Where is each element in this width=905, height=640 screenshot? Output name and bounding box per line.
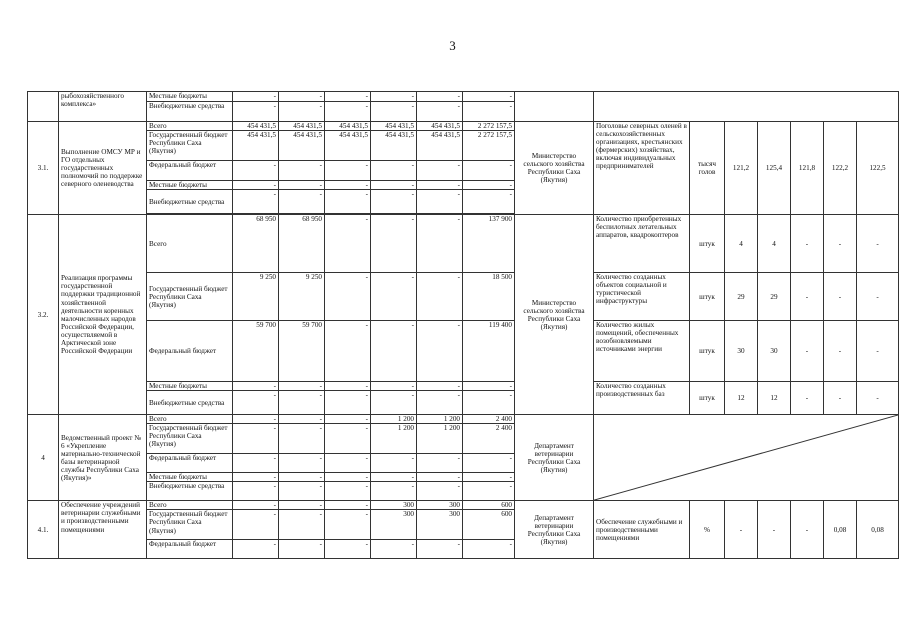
- table-cell: -: [857, 273, 899, 321]
- table-cell: -: [791, 501, 824, 559]
- table-cell: -: [857, 321, 899, 382]
- table-cell: 122,5: [857, 122, 899, 215]
- budget-table: [27, 91, 899, 559]
- table-cell: -: [417, 181, 463, 190]
- table-cell: -: [417, 273, 463, 321]
- table-cell: 68 950: [279, 215, 325, 273]
- table-cell: -: [417, 473, 463, 482]
- name-cell: рыбохозяйственного комплекса»: [59, 92, 147, 122]
- table-row: [28, 321, 899, 382]
- table-cell: штук: [690, 382, 725, 415]
- table-cell: тысяч голов: [690, 122, 725, 215]
- table-cell: 454 431,5: [233, 131, 279, 161]
- table-cell: -: [463, 92, 515, 102]
- table-cell: 1 200: [417, 424, 463, 454]
- table-cell: -: [325, 482, 371, 501]
- table-cell: Местные бюджеты: [147, 181, 233, 190]
- table-row: [28, 122, 899, 131]
- table-cell: -: [325, 415, 371, 424]
- table-cell: -: [233, 382, 279, 391]
- table-cell: -: [417, 161, 463, 181]
- table-cell: -: [371, 92, 417, 102]
- table-cell: 454 431,5: [325, 122, 371, 131]
- table-cell: Федеральный бюджет: [147, 161, 233, 181]
- table-cell: -: [371, 181, 417, 190]
- table-cell: -: [233, 181, 279, 190]
- table-cell: 0,08: [824, 501, 857, 559]
- table-cell: 121,8: [791, 122, 824, 215]
- table-cell: -: [279, 454, 325, 473]
- table-cell: -: [233, 391, 279, 415]
- table-cell: -: [371, 190, 417, 214]
- table-cell: Местные бюджеты: [147, 382, 233, 391]
- row-number: 4.1.: [28, 501, 59, 559]
- table-cell: -: [279, 181, 325, 190]
- table-cell: 137 900: [463, 215, 515, 273]
- table-cell: -: [791, 382, 824, 415]
- table-row: [28, 501, 899, 510]
- table-cell: -: [233, 482, 279, 501]
- table-cell: -: [233, 190, 279, 214]
- table-cell: -: [791, 273, 824, 321]
- table-cell: Местные бюджеты: [147, 92, 233, 102]
- table-cell: 125,4: [758, 122, 791, 215]
- row-number: 3.1.: [28, 122, 59, 215]
- table-cell: 121,2: [725, 122, 758, 215]
- table-cell: Местные бюджеты: [147, 473, 233, 482]
- table-cell: -: [371, 273, 417, 321]
- table-cell: -: [233, 424, 279, 454]
- table-cell: 12: [725, 382, 758, 415]
- table-cell: 300: [371, 510, 417, 540]
- table-cell: штук: [690, 321, 725, 382]
- table-cell: 0,08: [857, 501, 899, 559]
- table-cell: -: [463, 473, 515, 482]
- table-cell: -: [857, 215, 899, 273]
- table-cell: 600: [463, 501, 515, 510]
- table-cell: 454 431,5: [417, 122, 463, 131]
- table-row: [28, 415, 899, 424]
- table-cell: 2 400: [463, 424, 515, 454]
- table-cell: 2 272 157,5: [463, 122, 515, 131]
- table-cell: 29: [725, 273, 758, 321]
- table-cell: -: [417, 382, 463, 391]
- table-cell: -: [233, 510, 279, 540]
- table-cell: -: [417, 102, 463, 122]
- table-cell: 454 431,5: [279, 131, 325, 161]
- table-cell: -: [371, 540, 417, 559]
- table-cell: 9 250: [233, 273, 279, 321]
- indicator-cell: Поголовье северных оленей в сельскохозяйственных организациях, крестьянских (фермерских) хозяйствах, включая индивидуальных предпринимателей: [594, 122, 690, 215]
- table-cell: штук: [690, 215, 725, 273]
- table-cell: 68 950: [233, 215, 279, 273]
- table-cell: Количество созданных производственных баз: [594, 382, 690, 415]
- table-cell: Всего: [147, 215, 233, 273]
- table-cell: -: [417, 391, 463, 415]
- table-cell: -: [463, 102, 515, 122]
- table-cell: 29: [758, 273, 791, 321]
- table-cell: -: [233, 415, 279, 424]
- table-cell: -: [824, 321, 857, 382]
- table-cell: 4: [758, 215, 791, 273]
- table-cell: -: [417, 215, 463, 273]
- table-cell: Государственный бюджет Республики Саха (Якутия): [147, 510, 233, 540]
- table-cell: -: [417, 540, 463, 559]
- table-cell: -: [325, 501, 371, 510]
- name-cell: Ведомственный проект № 6 «Укрепление материально-технической базы ветеринарной службы Республики Саха (Якутия)»: [59, 415, 147, 501]
- table-cell: Всего: [147, 501, 233, 510]
- table-cell: -: [325, 382, 371, 391]
- table-row: [28, 273, 899, 321]
- table-cell: -: [463, 161, 515, 181]
- table-cell: -: [371, 215, 417, 273]
- table-cell: Внебюджетные средства: [147, 190, 233, 214]
- table-cell: -: [857, 382, 899, 415]
- row-number: 3.2.: [28, 215, 59, 415]
- executor-cell: Министерство сельского хозяйства Республики Саха (Якутия): [515, 122, 594, 215]
- table-cell: 2 272 157,5: [463, 131, 515, 161]
- table-cell: -: [371, 161, 417, 181]
- table-cell: 1 200: [371, 415, 417, 424]
- table-cell: -: [325, 424, 371, 454]
- table-cell: -: [463, 190, 515, 214]
- table-cell: 600: [463, 510, 515, 540]
- table-cell: 2 400: [463, 415, 515, 424]
- table-cell: Федеральный бюджет: [147, 321, 233, 382]
- table-cell: -: [233, 454, 279, 473]
- table-cell: 454 431,5: [233, 122, 279, 131]
- table-cell: 119 400: [463, 321, 515, 382]
- table-cell: -: [417, 92, 463, 102]
- table-cell: -: [463, 181, 515, 190]
- table-cell: -: [824, 215, 857, 273]
- table-cell: 1 200: [417, 415, 463, 424]
- table-cell: -: [325, 215, 371, 273]
- table-cell: 122,2: [824, 122, 857, 215]
- table-cell: -: [417, 454, 463, 473]
- table-cell: -: [233, 473, 279, 482]
- table-cell: -: [824, 273, 857, 321]
- table-cell: -: [417, 321, 463, 382]
- table-cell: 454 431,5: [279, 122, 325, 131]
- table-cell: -: [791, 321, 824, 382]
- table-cell: -: [279, 161, 325, 181]
- name-cell: Выполнение ОМСУ МР и ГО отдельных государственных полномочий по поддержке северного оленеводства: [59, 122, 147, 215]
- table-cell: 4: [725, 215, 758, 273]
- table-cell: Государственный бюджет Республики Саха (Якутия): [147, 273, 233, 321]
- table-cell: 454 431,5: [417, 131, 463, 161]
- executor-cell: Департамент ветеринарии Республики Саха (Якутия): [515, 415, 594, 501]
- name-cell: Обеспечение учреждений ветеринарии служебными и производственными помещениями: [59, 501, 147, 559]
- table-cell: 454 431,5: [371, 122, 417, 131]
- table-cell: Всего: [147, 122, 233, 131]
- table-cell: -: [758, 501, 791, 559]
- table-row: [28, 382, 899, 391]
- table-cell: 59 700: [233, 321, 279, 382]
- diagonal-strike-cell: [594, 415, 899, 501]
- table-cell: Внебюджетные средства: [147, 482, 233, 501]
- table-cell: -: [325, 391, 371, 415]
- table-cell: 59 700: [279, 321, 325, 382]
- table-cell: -: [325, 321, 371, 382]
- table-cell: -: [824, 382, 857, 415]
- table-cell: 12: [758, 382, 791, 415]
- table-cell: %: [690, 501, 725, 559]
- table-cell: Количество приобретенных беспилотных летательных аппаратов, квадрокоптеров: [594, 215, 690, 273]
- row-number: 4: [28, 415, 59, 501]
- diagonal-line: [594, 415, 898, 500]
- table-cell: Внебюджетные средства: [147, 391, 233, 415]
- table-cell: -: [463, 391, 515, 415]
- table-cell: -: [279, 424, 325, 454]
- table-cell: 30: [725, 321, 758, 382]
- table-cell: -: [725, 501, 758, 559]
- table-cell: Всего: [147, 415, 233, 424]
- table-cell: -: [325, 273, 371, 321]
- table-cell: -: [233, 92, 279, 102]
- executor-cell: Министерство сельского хозяйства Республики Саха (Якутия): [515, 215, 594, 415]
- table-cell: Федеральный бюджет: [147, 454, 233, 473]
- table-cell: -: [325, 454, 371, 473]
- table-cell: Государственный бюджет Республики Саха (Якутия): [147, 424, 233, 454]
- table-cell: -: [233, 501, 279, 510]
- table-cell: -: [371, 482, 417, 501]
- table-cell: 300: [371, 501, 417, 510]
- table-cell: -: [279, 540, 325, 559]
- table-cell: -: [279, 415, 325, 424]
- table-cell: Количество жилых помещений, обеспеченных возобновляемыми источниками энергии: [594, 321, 690, 382]
- table-cell: -: [279, 482, 325, 501]
- table-cell: Федеральный бюджет: [147, 540, 233, 559]
- table-cell: -: [279, 92, 325, 102]
- table-cell: -: [417, 190, 463, 214]
- table-cell: -: [371, 473, 417, 482]
- table-cell: 300: [417, 501, 463, 510]
- table-cell: -: [463, 382, 515, 391]
- table-cell: -: [325, 181, 371, 190]
- table-cell: -: [279, 473, 325, 482]
- name-cell: Реализация программы государственной поддержки традиционной хозяйственной деятельности коренных малочисленных народов Российской Федерации, осуществляемой в Арктической зоне Российской Федерации: [59, 215, 147, 415]
- table-cell: 18 500: [463, 273, 515, 321]
- table-cell: -: [279, 501, 325, 510]
- table-cell: -: [233, 102, 279, 122]
- table-cell: -: [463, 454, 515, 473]
- table-cell: -: [325, 190, 371, 214]
- table-cell: Государственный бюджет Республики Саха (Якутия): [147, 131, 233, 161]
- page-number: 3: [449, 38, 456, 53]
- table-cell: -: [325, 510, 371, 540]
- executor-cell: Департамент ветеринарии Республики Саха (Якутия): [515, 501, 594, 559]
- table-cell: штук: [690, 273, 725, 321]
- table-cell: 9 250: [279, 273, 325, 321]
- table-cell: -: [325, 473, 371, 482]
- table-cell: -: [325, 92, 371, 102]
- table-cell: -: [463, 482, 515, 501]
- table-cell: -: [279, 190, 325, 214]
- table-cell: -: [325, 102, 371, 122]
- table-cell: -: [279, 382, 325, 391]
- table-cell: 1 200: [371, 424, 417, 454]
- table-cell: 454 431,5: [325, 131, 371, 161]
- table-cell: -: [279, 391, 325, 415]
- table-cell: -: [371, 321, 417, 382]
- table-cell: Внебюджетные средства: [147, 102, 233, 122]
- table-cell: -: [325, 540, 371, 559]
- table-cell: -: [791, 215, 824, 273]
- table-cell: -: [371, 391, 417, 415]
- table-cell: -: [233, 540, 279, 559]
- table-cell: -: [325, 161, 371, 181]
- table-cell: 300: [417, 510, 463, 540]
- table-cell: -: [233, 161, 279, 181]
- table-cell: -: [463, 540, 515, 559]
- table-cell: -: [279, 102, 325, 122]
- table-cell: -: [371, 454, 417, 473]
- table-row: [28, 215, 899, 273]
- table-cell: -: [371, 102, 417, 122]
- table-cell: 30: [758, 321, 791, 382]
- table-cell: -: [417, 482, 463, 501]
- indicator-cell: Обеспечение служебными и производственными помещениями: [594, 501, 690, 559]
- table-cell: -: [279, 510, 325, 540]
- table-row: [28, 92, 899, 102]
- table-cell: Количество созданных объектов социальной и туристической инфраструктуры: [594, 273, 690, 321]
- table-cell: 454 431,5: [371, 131, 417, 161]
- table-cell: -: [371, 382, 417, 391]
